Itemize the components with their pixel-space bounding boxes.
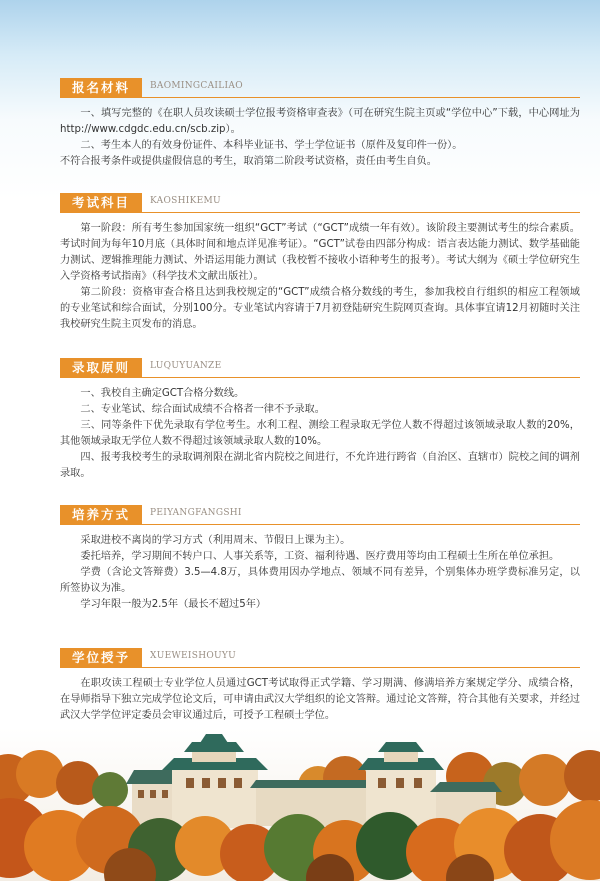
section-divider [142,212,580,213]
section-title: 培养方式 [60,505,142,525]
section-pinyin: BAOMINGCAILIAO [150,81,243,91]
paragraph: 一、填写完整的《在职人员攻读硕士学位报考资格审查表》（可在研究生院主页或“学位中心”下载，中心网址为http://www.cdgdc.edu.cn/scb.zip）。 [60,108,580,135]
paragraph: 学费（含论文答辩费）3.5—4.8万，具体费用因办学地点、领域不同有差异，个别集体办班学费标准另定，以所签协议为准。 [60,567,580,594]
section-pinyin: KAOSHIKEMU [150,196,221,206]
section-xuewei [60,648,580,724]
section-divider [142,97,580,98]
section-header [60,193,580,213]
section-divider [142,377,580,378]
section-divider [142,667,580,668]
paragraph: 二、专业笔试、综合面试成绩不合格者一律不予录取。 [80,404,325,415]
section-pinyin: PEIYANGFANGSHI [150,508,242,518]
paragraph: 不符合报考条件或提供虚假信息的考生，取消第二阶段考试资格，责任由考生自负。 [60,156,437,167]
section-peiyang [60,505,580,613]
section-header [60,358,580,378]
section-pinyin: XUEWEISHOUYU [150,651,237,661]
paragraph: 第二阶段：资格审查合格且达到我校规定的“GCT”成绩合格分数线的考生，参加我校自行组织的相应工程领域的专业笔试和综合面试，分别100分。专业笔试内容请于7月初登陆研究生院网页查询。具体事宜请12月初随时关注我校研究生院主页发布的消息。 [60,287,580,330]
paragraph: 学习年限一般为2.5年（最长不超过5年） [80,599,267,610]
campus-illustration [0,728,600,881]
section-luqu [60,358,580,482]
paragraph: 在职攻读工程硕士专业学位人员通过GCT考试取得正式学籍、学习期满、修满培养方案规定学分、成绩合格，在导师指导下独立完成学位论文后，可申请由武汉大学组织的论文答辩。通过论文答辩，符合其他有关要求，并经过武汉大学学位评定委员会审议通过后，可授予工程硕士学位。 [60,678,580,721]
section-body [60,106,580,170]
paragraph: 三、同等条件下优先录取有学位考生。水利工程、测绘工程录取无学位人数不得超过该领域录取人数的20%，其他领域录取无学位人数不得超过该领域录取人数的10%。 [60,420,580,447]
paragraph: 一、我校自主确定GCT合格分数线。 [80,388,245,399]
campus-photo [0,728,600,881]
section-header [60,648,580,668]
section-body [60,676,580,724]
section-body [60,386,580,482]
paragraph: 第一阶段：所有考生参加国家统一组织“GCT”考试（“GCT”成绩一年有效）。该阶段主要测试考生的综合素质。考试时间为每年10月底（具体时间和地点详见准考证）。“GCT”试卷由四部分构成：语言表达能力测试、数学基础能力测试、逻辑推理能力测试、外语运用能力测试（我校暂不接收小语种考生的报考）。考试大纲为《硕士学位研究生入学资格考试指南》（科学技术文献出版社）。 [60,223,580,282]
paragraph: 二、考生本人的有效身份证件、本科毕业证书、学士学位证书（原件及复印件一份）。 [80,140,463,151]
section-title: 学位授予 [60,648,142,668]
paragraph: 四、报考我校考生的录取调剂限在湖北省内院校之间进行，不允许进行跨省（自治区、直辖市）院校之间的调剂录取。 [60,452,580,479]
section-title: 考试科目 [60,193,142,213]
section-body [60,533,580,613]
section-header [60,505,580,525]
paragraph: 采取进校不离岗的学习方式（利用周末、节假日上课为主）。 [80,535,351,546]
section-body [60,221,580,333]
section-kaoshi [60,193,580,333]
section-divider [142,524,580,525]
section-header [60,78,580,98]
paragraph: 委托培养，学习期间不转户口、人事关系等，工资、福利待遇、医疗费用等均由工程硕士生所在单位承担。 [80,551,560,562]
section-title: 录取原则 [60,358,142,378]
section-baoming [60,78,580,170]
section-pinyin: LUQUYUANZE [150,361,222,371]
section-title: 报名材料 [60,78,142,98]
